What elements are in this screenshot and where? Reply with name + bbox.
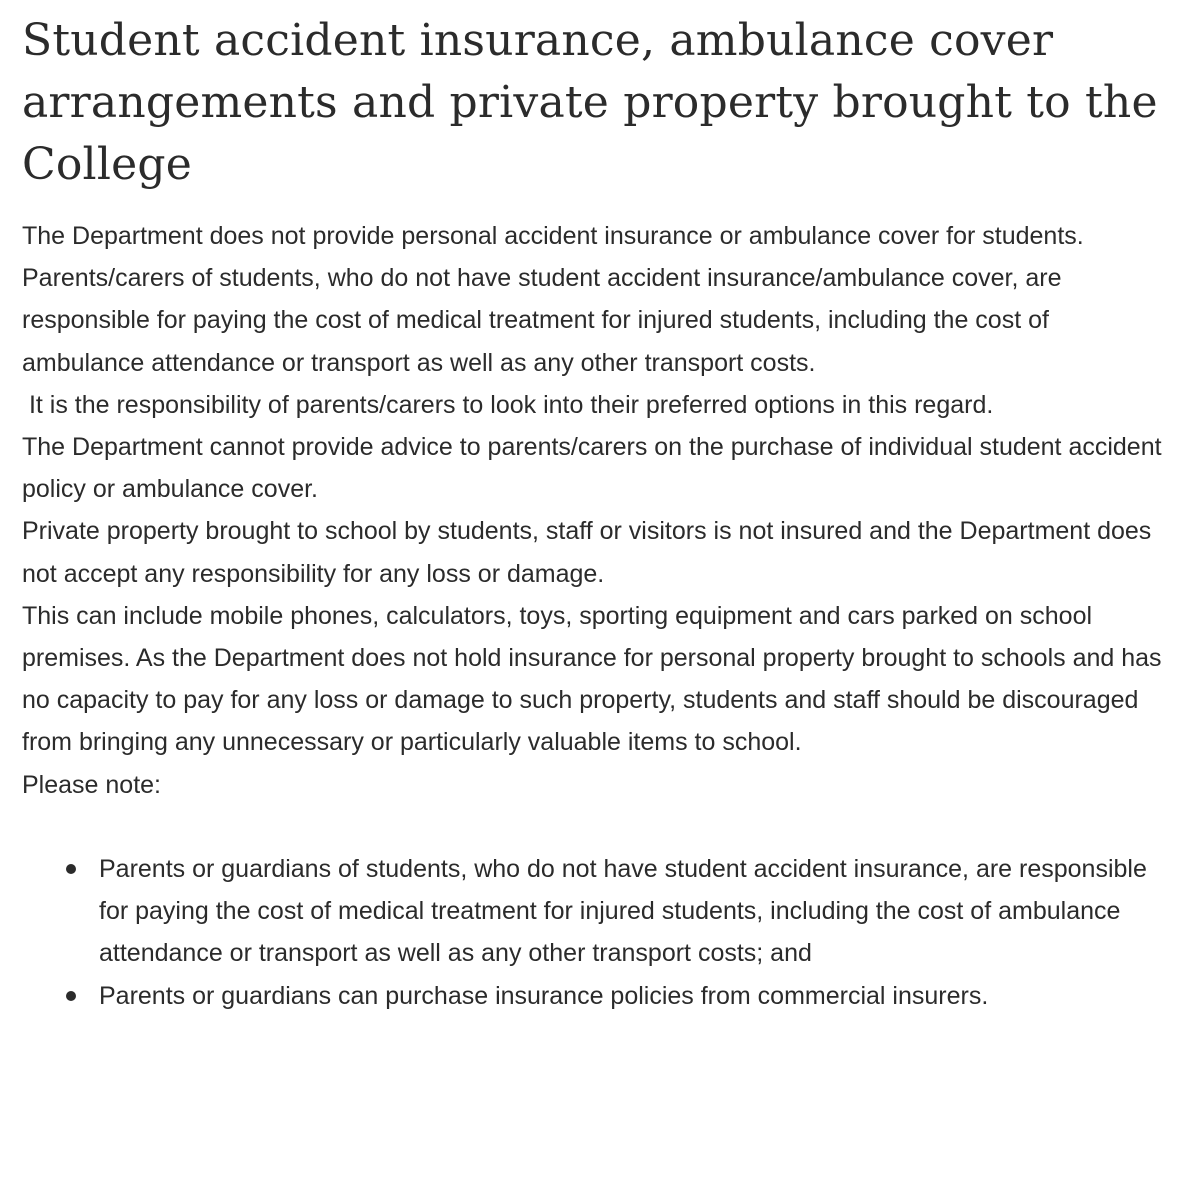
list-item: [22, 975, 1162, 1017]
document-page: [22, 0, 1162, 1017]
paragraph-please-note: Please note:: [22, 770, 161, 799]
list-item: [22, 848, 1162, 975]
bullet-icon: [66, 864, 76, 874]
spacer: [22, 806, 1162, 848]
bullet-icon: [66, 991, 76, 1001]
list-item-text: Parents or guardians of students, who do not have student accident insurance, are responsible for paying the cost of medical treatment for injured students, including the cost of ambulance attendance or transport as well as any other transport costs; and: [99, 855, 1147, 968]
notes-list: [22, 848, 1162, 1017]
paragraph-parents-responsible: Parents/carers of students, who do not have student accident insurance/ambulance cover, are responsible for paying the cost of medical treatment for injured students, including the cost of ambulance attendance or transport as well as any other transport costs.: [22, 264, 1062, 377]
paragraph-private-property: Private property brought to school by students, staff or visitors is not insured and the Department does not accept any responsibility for any loss or damage.: [22, 517, 1152, 588]
paragraph-property-examples: This can include mobile phones, calculators, toys, sporting equipment and cars parked on school premises. As the Department does not hold insurance for personal property brought to schools and has no capacity to pay for any loss or damage to such property, students and staff should be discouraged from bringing any unnecessary or particularly valuable items to school.: [22, 601, 1162, 757]
document-body: [22, 215, 1162, 1017]
paragraph-no-insurance: The Department does not provide personal accident insurance or ambulance cover for students.: [22, 222, 1084, 250]
paragraph-parents-options: It is the responsibility of parents/carers to look into their preferred options in this regard.: [22, 390, 994, 419]
page-title: Student accident insurance, ambulance cover arrangements and private property brought to the College: [22, 15, 1158, 190]
paragraph-no-advice: The Department cannot provide advice to parents/carers on the purchase of individual student accident policy or ambulance cover.: [22, 433, 1162, 504]
list-item-text: Parents or guardians can purchase insurance policies from commercial insurers.: [99, 981, 989, 1010]
